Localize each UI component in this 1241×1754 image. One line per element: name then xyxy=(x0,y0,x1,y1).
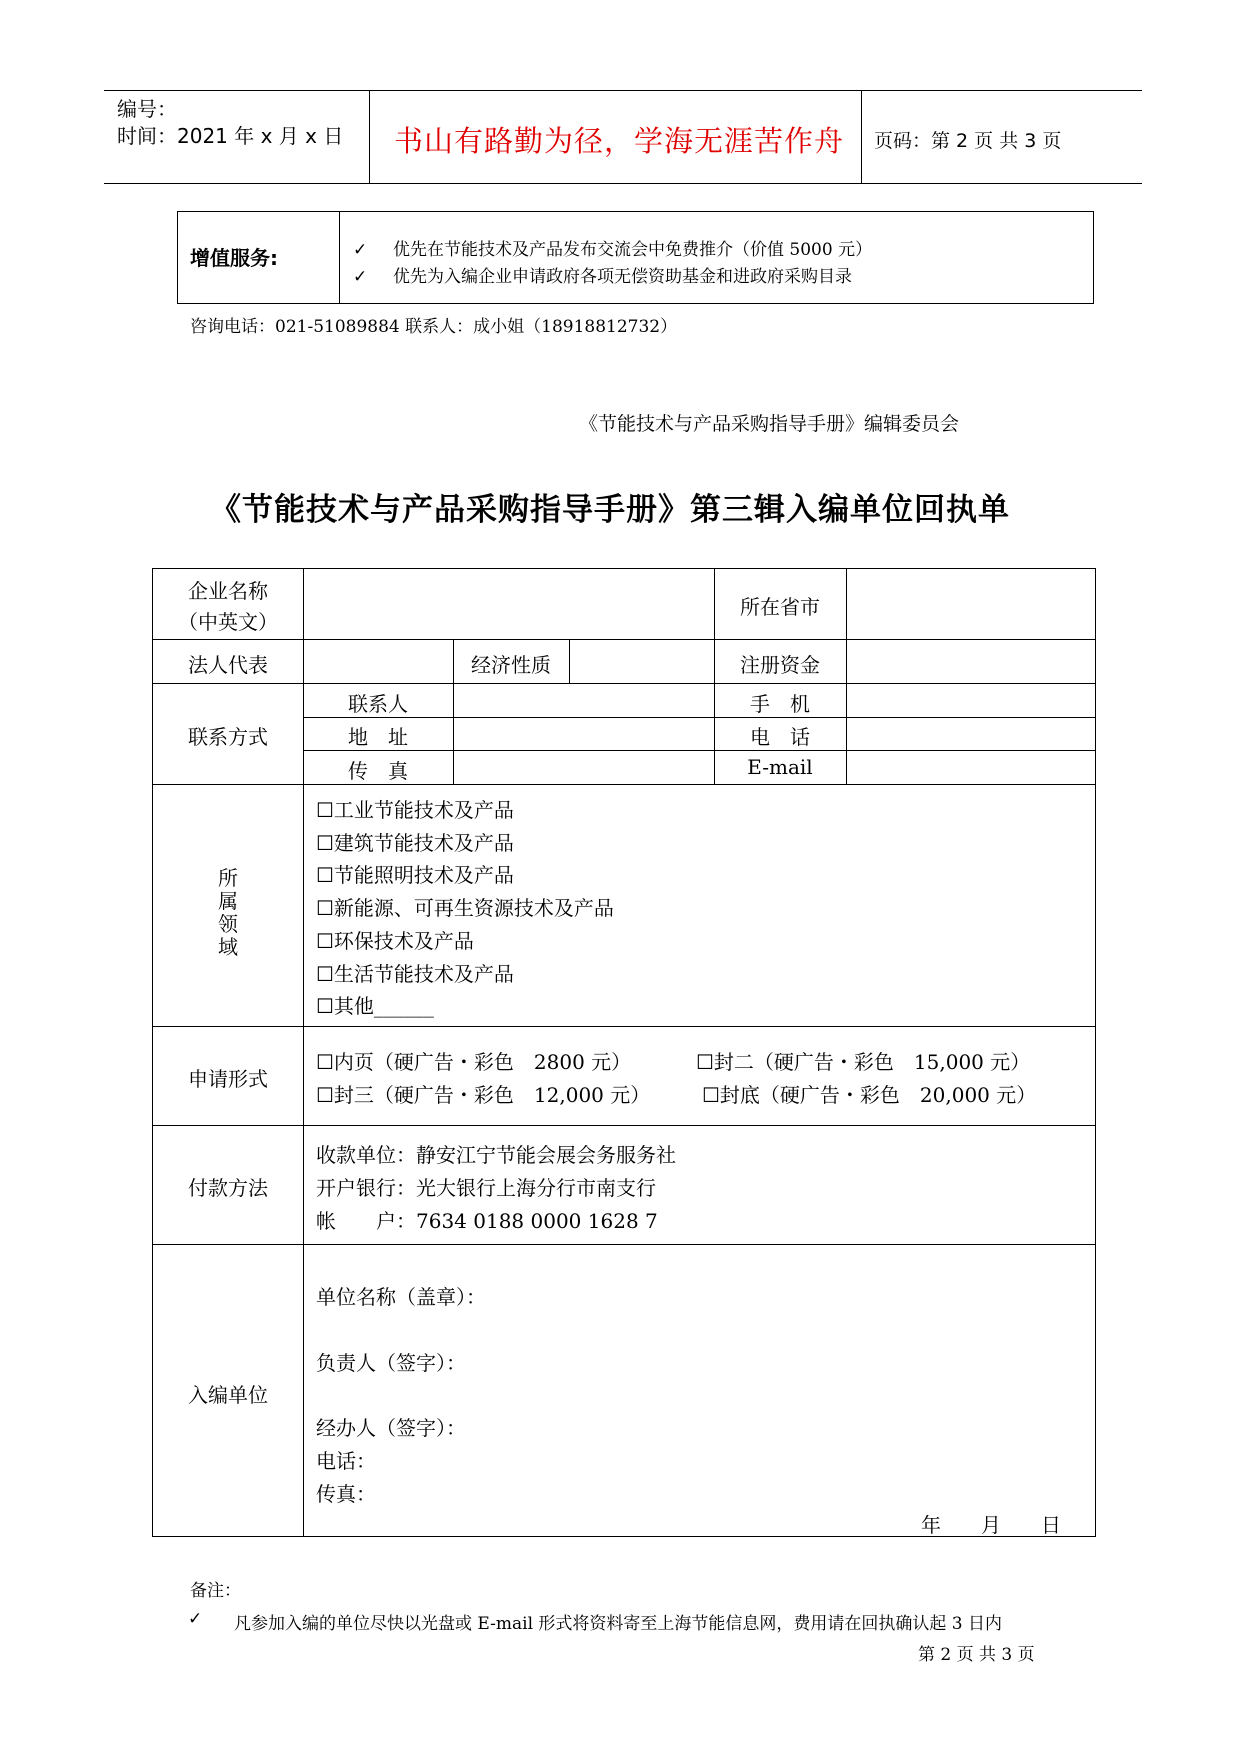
service-divider xyxy=(339,212,340,303)
contact-method-label: 联系方式 xyxy=(188,725,268,749)
remarks-text: 凡参加入编的单位尽快以光盘或 E-mail 形式将资料寄至上海节能信息网，费用请在回执确认起 3 日内 xyxy=(234,1614,1003,1634)
apply-option-back-cover[interactable]: ☐封底（硬广告・彩色 20,000 元） xyxy=(702,1083,1037,1107)
row-rule xyxy=(153,784,1095,785)
contact-line: 咨询电话：021-51089884 联系人：成小姐（18918812732） xyxy=(190,317,678,337)
unit-handler-signature: 经办人（签字）： xyxy=(316,1416,466,1440)
row-rule xyxy=(153,1244,1095,1245)
field-option-industrial[interactable]: ☐工业节能技术及产品 xyxy=(316,798,514,822)
field-option-living[interactable]: ☐生活节能技术及产品 xyxy=(316,962,514,986)
apply-form-label: 申请形式 xyxy=(188,1067,268,1091)
email-label: E-mail xyxy=(747,755,813,779)
field-label-char-1: 所 xyxy=(218,866,238,890)
unit-name-seal: 单位名称（盖章）： xyxy=(316,1285,486,1309)
row-rule xyxy=(303,717,1095,718)
row-rule xyxy=(303,750,1095,751)
mobile-label: 手 机 xyxy=(750,692,810,716)
checkmark-icon: ✓ xyxy=(188,1609,203,1629)
field-option-new-energy[interactable]: ☐新能源、可再生资源技术及产品 xyxy=(316,896,614,920)
field-label-char-4: 域 xyxy=(218,935,238,959)
footer-page-number: 第 2 页 共 3 页 xyxy=(918,1645,1035,1665)
payment-account: 帐 户：7634 0188 0000 1628 7 xyxy=(316,1209,658,1233)
payment-bank: 开户银行：光大银行上海分行市南支行 xyxy=(316,1176,656,1200)
company-name-label-l1: 企业名称 xyxy=(188,579,268,603)
registered-capital-label: 注册资金 xyxy=(740,653,820,677)
form-title: 《节能技术与产品采购指导手册》第三辑入编单位回执单 xyxy=(210,492,1010,528)
field-option-other[interactable]: ☐其他______ xyxy=(316,994,434,1018)
address-label: 地 址 xyxy=(348,725,408,749)
page-label: 页码：第 2 页 共 3 页 xyxy=(874,130,1062,152)
unit-fax: 传真： xyxy=(316,1482,376,1506)
field-option-lighting[interactable]: ☐节能照明技术及产品 xyxy=(316,863,514,887)
payment-payee: 收款单位：静安江宁节能会展会务服务社 xyxy=(316,1143,676,1167)
header-divider-right xyxy=(861,90,862,183)
phone-label: 电 话 xyxy=(750,725,810,749)
receipt-form-table xyxy=(152,568,1096,1537)
province-city-label: 所在省市 xyxy=(740,595,820,619)
header-divider-left xyxy=(369,90,370,183)
checkmark-icon: ✓ xyxy=(353,267,368,287)
time-label: 时间：2021 年 x 月 x 日 xyxy=(117,124,344,148)
header-top-rule xyxy=(104,90,1142,91)
col-rule xyxy=(569,639,570,683)
value-added-service-box xyxy=(177,211,1094,304)
header-bottom-rule xyxy=(104,183,1142,184)
remarks-label: 备注： xyxy=(190,1581,241,1601)
payment-label: 付款方法 xyxy=(188,1176,268,1200)
field-label-char-2: 属 xyxy=(218,889,238,913)
contact-person-label: 联系人 xyxy=(348,692,408,716)
service-label: 增值服务: xyxy=(190,246,278,270)
unit-head-signature: 负责人（签字）： xyxy=(316,1351,466,1375)
company-name-label-l2: （中英文） xyxy=(178,610,278,634)
field-option-environment[interactable]: ☐环保技术及产品 xyxy=(316,929,474,953)
checkmark-icon: ✓ xyxy=(353,240,368,260)
row-rule xyxy=(153,1026,1095,1027)
row-rule xyxy=(153,683,1095,684)
motto: 书山有路勤为径，学海无涯苦作舟 xyxy=(394,124,845,158)
legal-rep-label: 法人代表 xyxy=(188,653,268,677)
row-rule xyxy=(153,639,1095,640)
serial-label: 编号： xyxy=(117,97,177,121)
col-rule xyxy=(846,569,847,784)
apply-option-inner-page[interactable]: ☐内页（硬广告・彩色 2800 元） xyxy=(316,1050,632,1074)
apply-option-cover-3[interactable]: ☐封三（硬广告・彩色 12,000 元） xyxy=(316,1083,651,1107)
field-option-building[interactable]: ☐建筑节能技术及产品 xyxy=(316,831,514,855)
economic-nature-label: 经济性质 xyxy=(471,653,551,677)
service-item-2 xyxy=(353,262,852,287)
unit-label: 入编单位 xyxy=(188,1383,268,1407)
unit-phone: 电话： xyxy=(316,1449,376,1473)
apply-option-cover-2[interactable]: ☐封二（硬广告・彩色 15,000 元） xyxy=(696,1050,1031,1074)
fax-label: 传 真 xyxy=(348,759,408,783)
date-line: 年 月 日 xyxy=(921,1513,1061,1537)
service-item-text: 优先为入编企业申请政府各项无偿资助基金和进政府采购目录 xyxy=(393,267,852,287)
service-item-text: 优先在节能技术及产品发布交流会中免费推介（价值 5000 元） xyxy=(393,240,873,260)
row-rule xyxy=(153,1125,1095,1126)
service-item-1 xyxy=(353,235,872,260)
field-label-char-3: 领 xyxy=(218,912,238,936)
committee-name: 《节能技术与产品采购指导手册》编辑委员会 xyxy=(579,413,960,435)
